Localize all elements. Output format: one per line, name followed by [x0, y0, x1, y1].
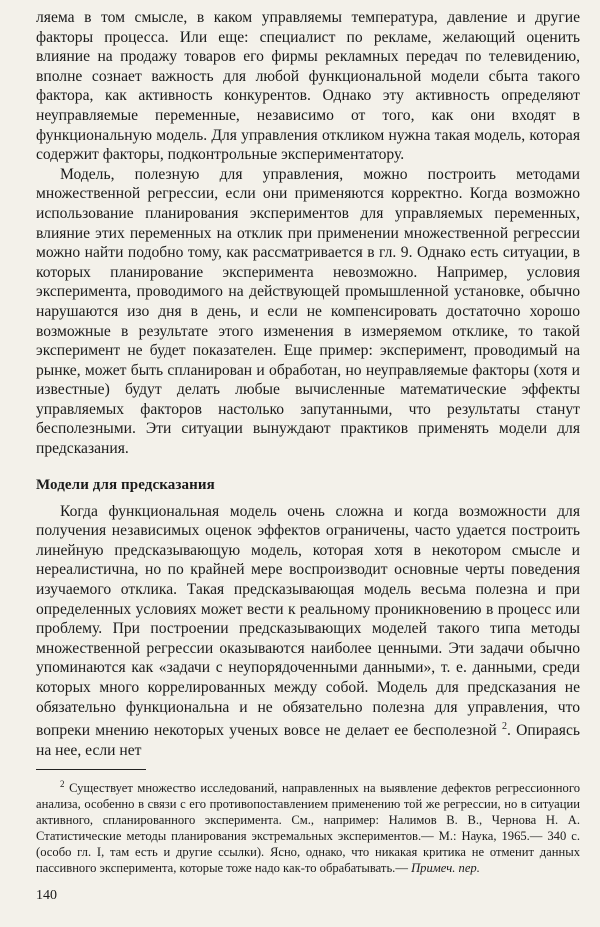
footnote-divider — [36, 769, 146, 770]
section-heading: Модели для предсказания — [36, 476, 215, 493]
paragraph-2: Модель, полезную для управления, можно построить методами множественной регрессии, если они применяются корректно. Когда возможно использование планирования экспериментов для управляемых переменных, влияние этих переменных на отклик при применении множественной регрессии можно найти подобно тому, как рассматривается в гл. 9. Однако есть ситуации, в которых планирование эксперимента невозможно. Например, условия эксперимента, проводимого на действующей промышленной установке, обычно нарушаются изо дня в день, и если не компенсировать достаточно хорошо возможные в результате этого изменения в измеряемом отклике, то такой эксперимент не будет показателен. Еще пример: эксперимент, проводимый на рынке, может быть спланирован и обработан, но неуправляемые факторы (хотя и известные) будут делать любые вычисленные математические эффекты управляемых факторов настолько запутанными, что результаты станут бесполезными. Эти ситуации вынуждают практиков применять модели для предсказания. — [36, 165, 580, 458]
paragraph-3 — [36, 502, 580, 761]
paragraph-3-tail: . Опираясь на нее, если нет — [36, 722, 581, 759]
footnote — [36, 776, 580, 876]
paragraph-3-text: Когда функциональная модель очень сложна и когда возможности для получения независимых оценок эффектов ограничены, часто удается построить линейную предсказывающую модель, которая хотя в некотором смысле и нереалистична, но по крайней мере воспроизводит основные черты поведения изучаемого отклика. Такая предсказывающая модель весьма полезна и при определенных условиях может вести к реальному проникновению в процесс или проблему. При построении предсказывающих моделей такого типа методы множественной регрессии оказываются наиболее ценными. Эти задачи обычно упоминаются как «задачи с неупорядоченными данными», т. е. данными, среди которых много коррелированных между собой. Модель для предсказания не обязательно функциональна и не обязательно полезна для управления, что вопреки мнению некоторых ученых вовсе не делает ее бесполезной — [36, 502, 580, 740]
footnote-mark: 2 — [60, 778, 65, 789]
paragraph-1: ляема в том смысле, в каком управляемы температура, давление и другие факторы процесса. Или еще: специалист по рекламе, желающий оценить влияние на продажу товаров его фирмы рекламных передач по телевидению, вполне сознает важность для любой функциональной модели сбыта такого фактора, как активность конкурентов. Однако эту активность определяют неуправляемые переменные, независимо от того, как они входят в функциональную модель. Для управления откликом нужна такая модель, которая содержит факторы, подконтрольные экспериментатору. — [36, 9, 580, 164]
footnote-text: Существует множество исследований, направленных на выявление дефектов регрессионного анализа, особенно в связи с его противопоставлением применению той же регрессии, но в ситуации активного, спланированного эксперимента. См., например: Налимов В. В., Чернова Н. А. Статистические методы планирования экстремальных экспериментов.— М.: Наука, 1965.— 340 с. (особо гл. I, там есть и другие ссылки). Ясно, однако, что никакая критика не отменит данных пассивного эксперимента, которые тоже надо как-то обрабатывать.— — [36, 780, 580, 875]
footnote-signature: Примеч. пер. — [411, 860, 480, 875]
footnote-reference: 2 — [502, 721, 508, 733]
page-number: 140 — [36, 888, 57, 903]
